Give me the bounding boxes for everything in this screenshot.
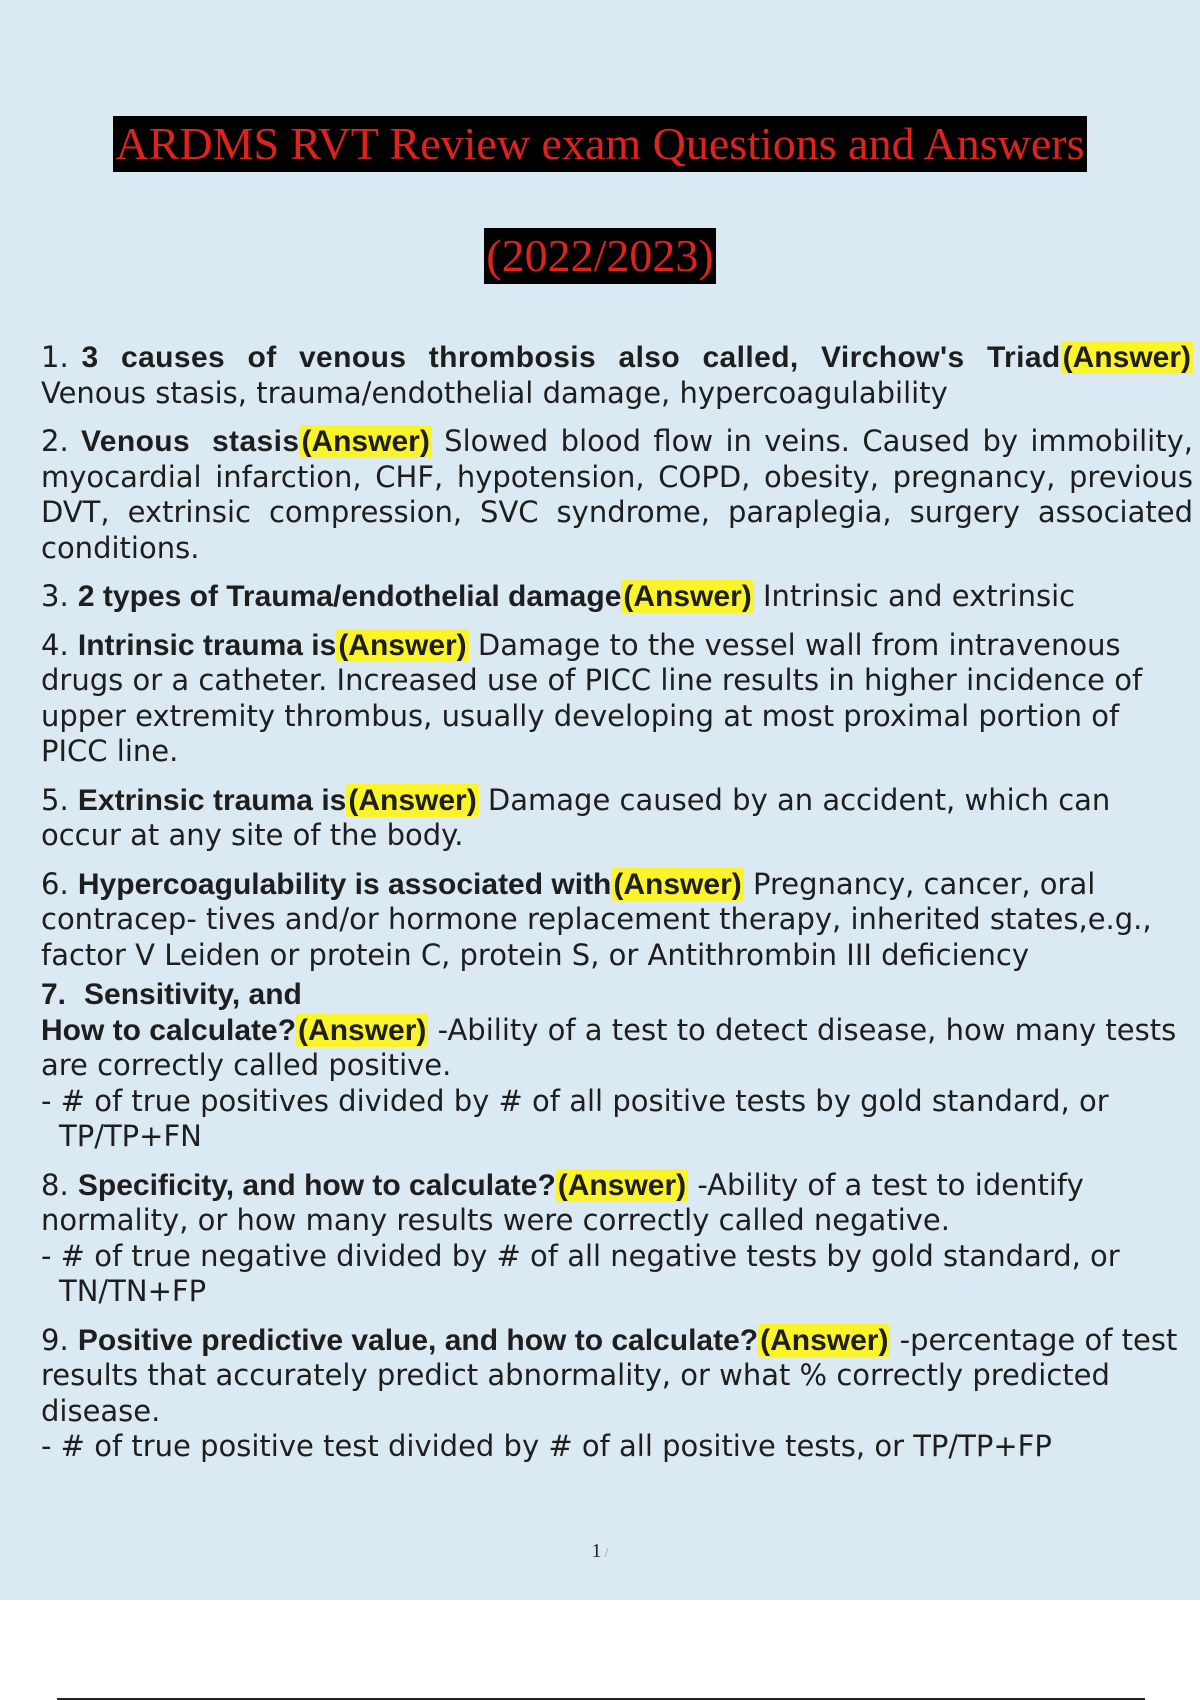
qa-item-8 bbox=[41, 1168, 1193, 1310]
item-answer: -Ability of a test to detect disease, how many tests are correctly called positive. bbox=[41, 1012, 1177, 1082]
page-number-value: 1 bbox=[591, 1540, 602, 1562]
item-question: 3 causes of venous thrombosis also called, Virchow's Triad bbox=[81, 341, 1061, 374]
page-number-mark: / bbox=[604, 1546, 609, 1561]
item-answer: Pregnancy, cancer, oral contracep- tives and/or hormone replacement therapy, inherited states,e.g., factor V Leiden or protein C, protein S, or Antithrombin III deficiency bbox=[41, 866, 1152, 972]
answer-tag: (Answer) bbox=[298, 1013, 427, 1047]
title-line-2-wrapper bbox=[0, 228, 1200, 284]
item-question: Positive predictive value, and how to calculate? bbox=[77, 1323, 759, 1357]
answer-tag: (Answer) bbox=[623, 580, 752, 613]
answer-tag: (Answer) bbox=[301, 425, 430, 458]
item-number: 7. bbox=[41, 978, 67, 1011]
item-answer: -percentage of test results that accurately predict abnormality, or what % correctly predicted disease. bbox=[41, 1322, 1178, 1428]
item-formula: - # of true positive test divided by # of all positive tests, or TP/TP+FP bbox=[41, 1429, 1052, 1463]
item-question: Venous stasis bbox=[81, 425, 300, 458]
item-question-line-1: Sensitivity, and bbox=[84, 978, 302, 1011]
item-answer: -Ability of a test to identify normality, or how many results were correctly called negative. bbox=[41, 1167, 1084, 1237]
item-answer: Venous stasis, trauma/endothelial damage, hypercoagulability bbox=[41, 375, 948, 410]
title-line-1-wrapper bbox=[0, 116, 1200, 172]
answer-tag: (Answer) bbox=[348, 783, 477, 817]
document-year: (2022/2023) bbox=[484, 228, 715, 284]
item-number: 4. bbox=[41, 627, 69, 662]
qa-item-7 bbox=[41, 977, 1193, 1155]
answer-tag: (Answer) bbox=[1062, 341, 1192, 374]
qa-item-9 bbox=[41, 1323, 1193, 1465]
page-number bbox=[0, 1540, 1200, 1563]
item-number: 9. bbox=[41, 1322, 69, 1357]
item-9-body bbox=[41, 1323, 1193, 1430]
item-answer: Damage to the vessel wall from intravenous drugs or a catheter. Increased use of PICC line results in higher incidence of upper extremity thrombus, usually developing at most proximal portion of PICC line. bbox=[41, 627, 1143, 768]
item-answer: Intrinsic and extrinsic bbox=[762, 579, 1076, 613]
item-formula: - # of true positives divided by # of all positive tests by gold standard, or TP/TP+FN bbox=[41, 1083, 1109, 1153]
qa-item-6 bbox=[41, 867, 1193, 974]
item-number: 2. bbox=[41, 424, 69, 458]
qa-item-5 bbox=[41, 783, 1193, 854]
item-number: 8. bbox=[41, 1167, 69, 1202]
item-number: 5. bbox=[41, 782, 69, 817]
item-number: 3. bbox=[41, 579, 69, 613]
item-answer: Damage caused by an accident, which can occur at any site of the body. bbox=[41, 782, 1111, 852]
answer-tag: (Answer) bbox=[557, 1168, 687, 1202]
item-question: Hypercoagulability is associated with bbox=[77, 867, 612, 901]
answer-tag: (Answer) bbox=[338, 628, 467, 662]
item-7-body bbox=[41, 1013, 1193, 1084]
item-question: 2 types of Trauma/endothelial damage bbox=[77, 580, 622, 613]
qa-item-3 bbox=[41, 579, 1193, 615]
qa-item-1 bbox=[41, 340, 1193, 411]
item-question: Intrinsic trauma is bbox=[77, 628, 337, 662]
item-question: Specificity, and how to calculate? bbox=[77, 1168, 556, 1202]
item-7-heading bbox=[41, 977, 1193, 1013]
item-number: 6. bbox=[41, 866, 69, 901]
answer-tag: (Answer) bbox=[613, 867, 742, 901]
document-title: ARDMS RVT Review exam Questions and Answers bbox=[113, 116, 1086, 172]
item-question-line-2: How to calculate? bbox=[41, 1013, 297, 1047]
item-number: 1. bbox=[41, 340, 69, 374]
qa-list bbox=[41, 340, 1193, 1478]
item-question: Extrinsic trauma is bbox=[77, 783, 347, 817]
item-answer: Slowed blood flow in veins. Caused by immobility, myocardial infarction, CHF, hypotension, COPD, obesity, pregnancy, previous DVT, extrinsic compression, SVC syndrome, paraplegia, surgery associated conditions. bbox=[41, 424, 1193, 565]
qa-item-2 bbox=[41, 424, 1193, 566]
item-8-body bbox=[41, 1168, 1193, 1239]
qa-item-4 bbox=[41, 628, 1193, 770]
item-formula: - # of true negative divided by # of all negative tests by gold standard, or TN/TN+FP bbox=[41, 1238, 1120, 1308]
answer-tag: (Answer) bbox=[760, 1323, 889, 1357]
